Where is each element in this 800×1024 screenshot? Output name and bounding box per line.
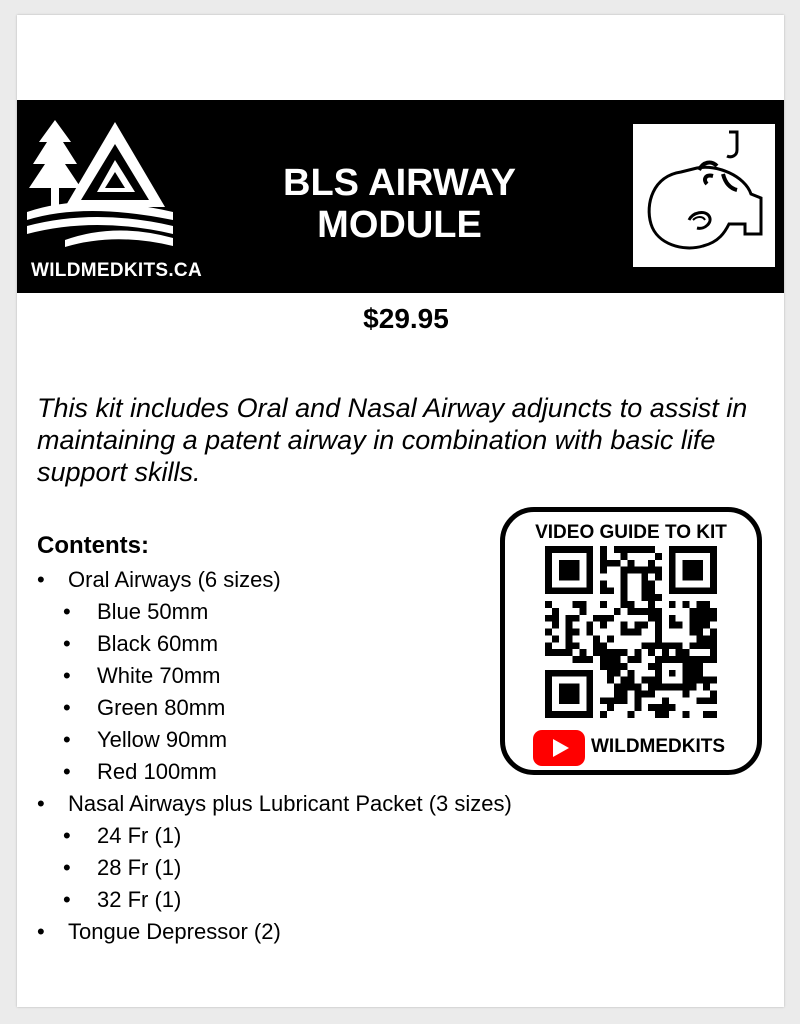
list-item-text: White 70mm xyxy=(97,663,221,688)
list-item-text: Yellow 90mm xyxy=(97,727,228,752)
qr-code-icon[interactable] xyxy=(545,546,717,718)
mountain-forest-logo-icon xyxy=(25,112,175,247)
list-item xyxy=(37,788,637,820)
bullet: • xyxy=(63,759,71,784)
video-guide-title: VIDEO GUIDE TO KIT xyxy=(535,522,727,543)
brand-label: WILDMEDKITS.CA xyxy=(31,260,202,281)
list-item-text: Blue 50mm xyxy=(97,599,209,624)
product-card xyxy=(17,15,784,1007)
bullet: • xyxy=(63,855,71,880)
bullet: • xyxy=(63,631,71,656)
bullet: • xyxy=(63,887,71,912)
list-item xyxy=(37,852,637,884)
list-item xyxy=(37,820,637,852)
youtube-channel-link[interactable] xyxy=(533,730,743,766)
list-item-text: 24 Fr (1) xyxy=(97,823,182,848)
youtube-play-icon xyxy=(533,730,585,766)
kit-description: This kit includes Oral and Nasal Airway adjuncts to assist in maintaining a patent airway in combination with basic life support skills. xyxy=(37,393,748,487)
video-guide-card[interactable] xyxy=(500,507,762,775)
list-item-text: Black 60mm xyxy=(97,631,219,656)
page-title xyxy=(247,162,552,246)
list-item xyxy=(37,884,637,916)
price: $29.95 xyxy=(363,303,449,334)
list-item-text: Oral Airways (6 sizes) xyxy=(68,567,281,592)
bullet: • xyxy=(63,823,71,848)
bullet: • xyxy=(63,663,71,688)
contents-heading: Contents: xyxy=(37,532,149,559)
bullet: • xyxy=(63,727,71,752)
list-item xyxy=(37,916,637,948)
list-item-text: Tongue Depressor (2) xyxy=(68,919,281,944)
bullet: • xyxy=(63,599,71,624)
module-icon-box xyxy=(633,124,775,267)
title-line-1: BLS AIRWAY xyxy=(283,162,516,204)
list-item-text: Red 100mm xyxy=(97,759,217,784)
title-line-2: MODULE xyxy=(317,204,482,246)
list-item-text: Nasal Airways plus Lubricant Packet (3 sizes) xyxy=(68,791,512,816)
bullet: • xyxy=(37,791,45,816)
list-item-text: 32 Fr (1) xyxy=(97,887,182,912)
header-banner xyxy=(17,100,784,293)
bullet: • xyxy=(63,695,71,720)
list-item-text: Green 80mm xyxy=(97,695,226,720)
list-item-text: 28 Fr (1) xyxy=(97,855,182,880)
head-airway-icon xyxy=(633,124,775,267)
youtube-channel-label: WILDMEDKITS xyxy=(591,736,726,757)
bullet: • xyxy=(37,567,45,592)
bullet: • xyxy=(37,919,45,944)
